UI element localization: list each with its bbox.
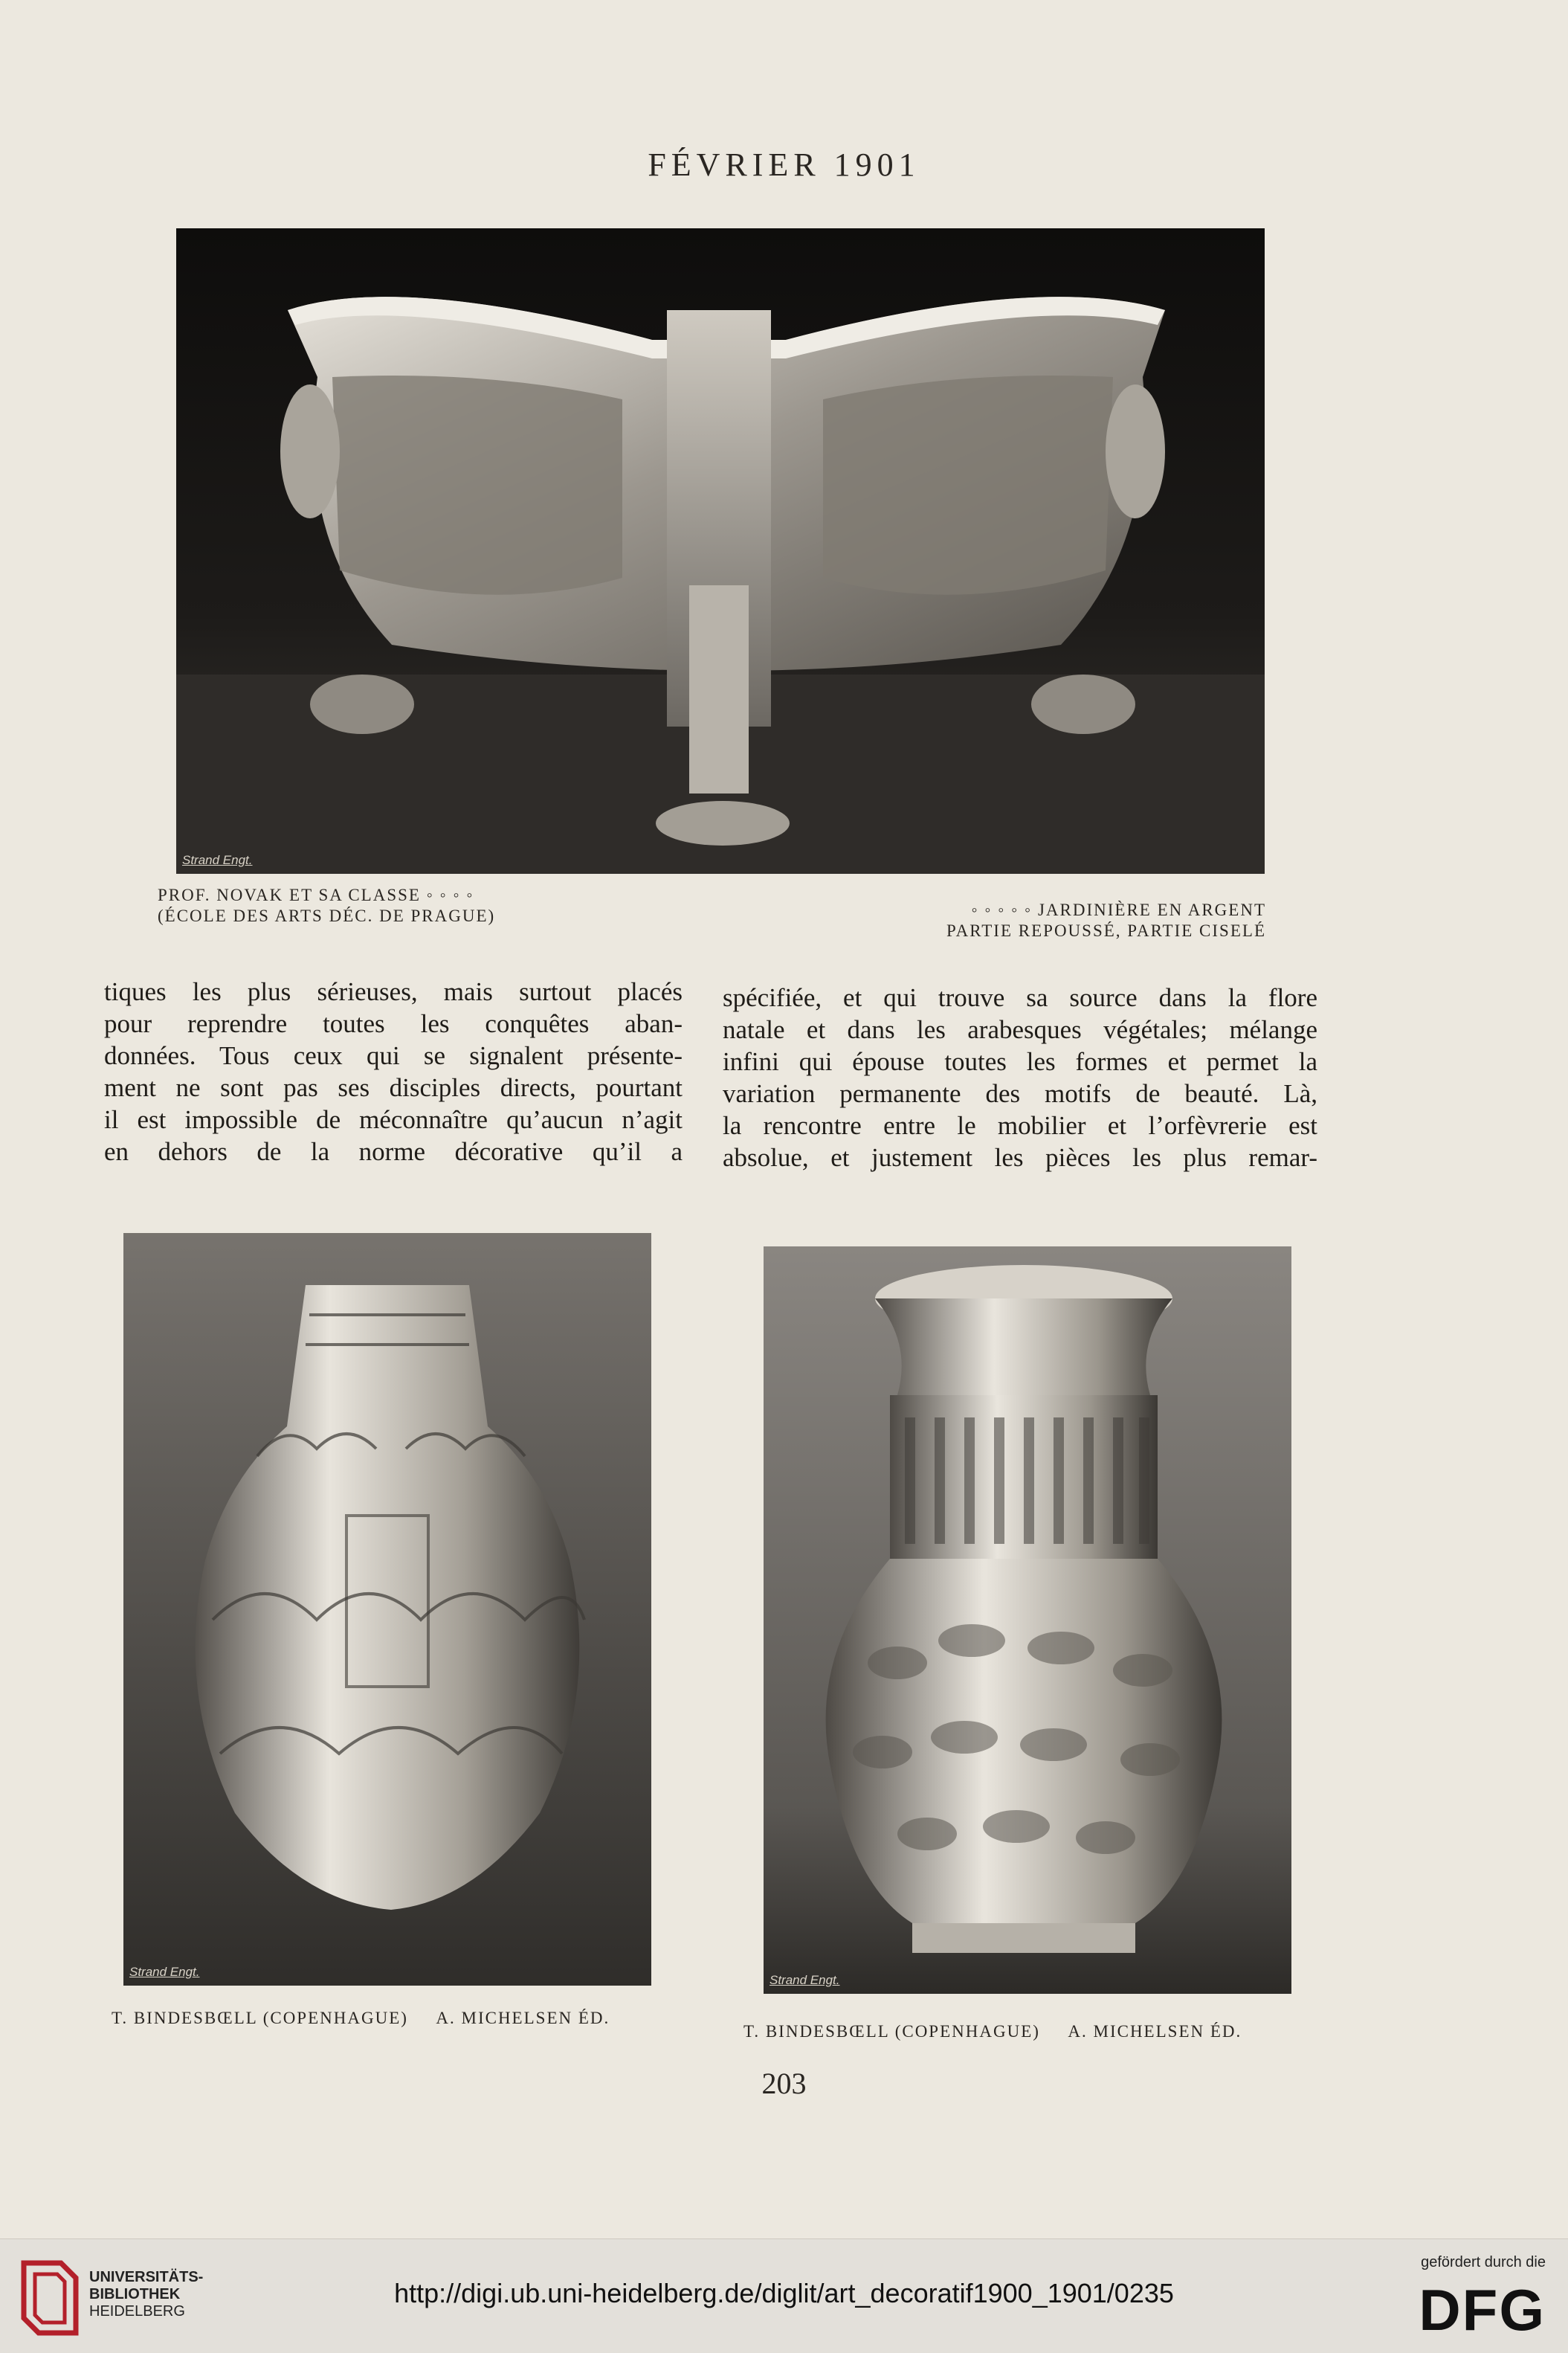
library-name-line: BIBLIOTHEK <box>89 2286 181 2302</box>
text-line: en dehors de la norme décorative qu’il a <box>104 1137 683 1166</box>
engraver-signature: Strand Engt. <box>129 1965 200 1979</box>
photo-vase-left <box>123 1233 651 1986</box>
caption-top-right <box>946 900 1266 941</box>
text-line: tiques les plus sérieuses, mais surtout placés <box>104 977 683 1006</box>
page-number: 203 <box>761 2067 807 2100</box>
library-name-line: HEIDELBERG <box>89 2303 185 2320</box>
permalink-url[interactable]: http://digi.ub.uni-heidelberg.de/diglit/art_decoratif1900_1901/0235 <box>394 2278 1174 2308</box>
digitization-footer <box>0 2238 1568 2353</box>
text-line: il est impossible de méconnaître qu’aucun n’agit <box>104 1105 683 1134</box>
text-line: ment ne sont pas ses disciples directs, pourtant <box>104 1073 683 1102</box>
text-line: la rencontre entre le mobilier et l’orfèvrerie est <box>723 1111 1317 1140</box>
text-line: infini qui épouse toutes les formes et permet la <box>723 1047 1317 1076</box>
photo-vase-right <box>764 1246 1291 1994</box>
dfg-logo: DFG <box>1419 2277 1546 2343</box>
caption-line: PARTIE REPOUSSÉ, PARTIE CISELÉ <box>946 921 1266 940</box>
engraver-signature: Strand Engt. <box>182 853 253 867</box>
text-line: variation permanente des motifs de beauté. Là, <box>723 1079 1317 1108</box>
engraver-signature: Strand Engt. <box>770 1973 840 1987</box>
caption-top-left <box>158 885 495 927</box>
text-line: absolue, et justement les pièces les plus remar- <box>723 1143 1317 1172</box>
caption-line: (ÉCOLE DES ARTS DÉC. DE PRAGUE) <box>158 907 496 925</box>
text-line: pour reprendre toutes les conquêtes aban- <box>104 1009 683 1038</box>
text-column-left <box>104 976 683 1168</box>
caption-line: PROF. NOVAK ET SA CLASSE ◦ ◦ ◦ ◦ <box>158 886 474 904</box>
caption-bottom-right: T. BINDESBŒLL (COPENHAGUE) A. MICHELSEN ÉD. <box>743 2022 1242 2041</box>
running-title: FÉVRIER 1901 <box>648 147 920 183</box>
library-name-line: UNIVERSITÄTS- <box>89 2269 204 2285</box>
photo-jardiniere <box>176 228 1265 874</box>
vase-left-image <box>123 1233 651 1986</box>
jardiniere-image <box>176 228 1265 874</box>
vase-right-image <box>764 1246 1291 1994</box>
caption-bottom-left: T. BINDESBŒLL (COPENHAGUE) A. MICHELSEN ÉD. <box>112 2009 610 2027</box>
text-line: natale et dans les arabesques végétales; mélange <box>723 1015 1317 1044</box>
text-line: spécifiée, et qui trouve sa source dans la flore <box>723 983 1317 1012</box>
funding-label: gefördert durch die <box>1421 2254 1546 2270</box>
text-column-right <box>723 982 1317 1174</box>
text-line: données. Tous ceux qui se signalent présente- <box>104 1041 683 1070</box>
caption-line: ◦ ◦ ◦ ◦ ◦ JARDINIÈRE EN ARGENT <box>971 901 1266 919</box>
